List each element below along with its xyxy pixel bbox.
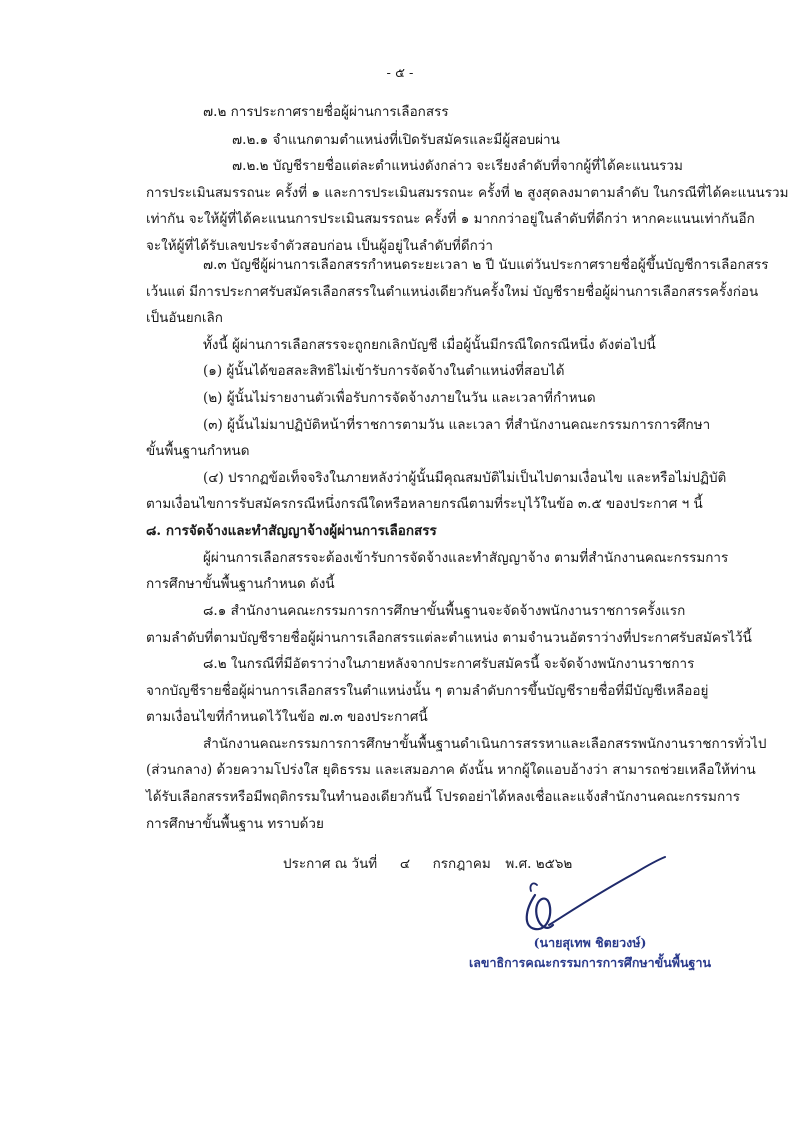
section-7-2-1: ๗.๒.๑ จำแนกตามตำแหน่งที่เปิดรับสมัครและมีผู้สอบผ่าน: [232, 132, 560, 148]
section-8-intro-line-2: การศึกษาขั้นพื้นฐานกำหนด ดังนี้: [146, 576, 335, 592]
section-7-3-line-1: ๗.๓ บัญชีผู้ผ่านการเลือกสรรกำหนดระยะเวลา ๒ ปี นับแต่วันประกาศรายชื่อผู้ขึ้นบัญชีการเลือกสรร: [203, 257, 769, 273]
section-7-2-2-line-4: จะให้ผู้ที่ได้รับเลขประจำตัวสอบก่อน เป็นผู้อยู่ในลำดับที่ดีกว่า: [146, 238, 493, 254]
cancel-item-4-line-2: ตามเงื่อนไขการรับสมัครกรณีหนึ่งกรณีใดหรือหลายกรณีตามที่ระบุไว้ในข้อ ๓.๕ ของประกาศ ฯ นี้: [146, 496, 703, 512]
announce-year: พ.ศ. ๒๕๖๒: [505, 856, 573, 872]
section-8-2-line-1: ๘.๒ ในกรณีที่มีอัตราว่างในภายหลังจากประกาศรับสมัครนี้ จะจัดจ้างพนักงานราชการ: [203, 656, 695, 672]
closing-line-1: สำนักงานคณะกรรมการการศึกษาขั้นพื้นฐานดำเนินการสรรหาและเลือกสรรพนักงานราชการทั่วไป: [203, 736, 767, 752]
announce-prefix: ประกาศ ณ วันที่: [283, 856, 378, 872]
section-8-intro-line-1: ผู้ผ่านการเลือกสรรจะต้องเข้ารับการจัดจ้างและทำสัญญาจ้าง ตามที่สำนักงานคณะกรรมการ: [203, 550, 729, 566]
section-8-1-line-1: ๘.๑ สำนักงานคณะกรรมการการศึกษาขั้นพื้นฐานจะจัดจ้างพนักงานราชการครั้งแรก: [203, 603, 686, 619]
page-number: - ๕ -: [386, 66, 414, 81]
section-8-1-line-2: ตามลำดับที่ตามบัญชีรายชื่อผู้ผ่านการเลือกสรรแต่ละตำแหน่ง ตามจำนวนอัตราว่างที่ประกาศรับสมัครไว้นี้: [146, 630, 752, 646]
cancel-intro: ทั้งนี้ ผู้ผ่านการเลือกสรรจะถูกยกเลิกบัญชี เมื่อผู้นั้นมีกรณีใดกรณีหนึ่ง ดังต่อไปนี้: [203, 337, 656, 353]
cancel-item-3-line-1: (๓) ผู้นั้นไม่มาปฏิบัติหน้าที่ราชการตามวัน และเวลา ที่สำนักงานคณะกรรมการการศึกษา: [203, 417, 711, 433]
section-7-2-2-line-2: การประเมินสมรรถนะ ครั้งที่ ๑ และการประเมินสมรรถนะ ครั้งที่ ๒ สูงสุดลงมาตามลำดับ ในกรณีที่ได้คะแนนรวม: [146, 185, 789, 201]
section-7-2-2-line-1: ๗.๒.๒ บัญชีรายชื่อแต่ละตำแหน่งดังกล่าว จะเรียงลำดับที่จากผู้ที่ได้คะแนนรวม: [232, 158, 683, 174]
signer-title: เลขาธิการคณะกรรมการการศึกษาขั้นพื้นฐาน: [468, 955, 712, 970]
announce-day: ๔: [399, 856, 411, 872]
section-7-3-line-2: เว้นแต่ มีการประกาศรับสมัครเลือกสรรในตำแหน่งเดียวกันครั้งใหม่ บัญชีรายชื่อผู้ผ่านการเลือกสรรครั้งก่อน: [146, 284, 759, 300]
cancel-item-1: (๑) ผู้นั้นได้ขอสละสิทธิไม่เข้ารับการจัดจ้างในตำแหน่งที่สอบได้: [203, 363, 565, 379]
section-8-2-line-3: ตามเงื่อนไขที่กำหนดไว้ในข้อ ๗.๓ ของประกาศนี้: [146, 709, 428, 725]
closing-line-2: (ส่วนกลาง) ด้วยความโปร่งใส ยุติธรรม และเสมอภาค ดังนั้น หากผู้ใดแอบอ้างว่า สามารถช่วยเหลือให้ท่าน: [146, 762, 756, 778]
section-7-2-heading: ๗.๒ การประกาศรายชื่อผู้ผ่านการเลือกสรร: [203, 104, 449, 120]
section-8-2-line-2: จากบัญชีรายชื่อผู้ผ่านการเลือกสรรในตำแหน่งนั้น ๆ ตามลำดับการขึ้นบัญชีรายชื่อที่มีบัญชีเหลืออยู่: [146, 683, 709, 699]
signer-name: (นายสุเทพ ชิตยวงษ์): [533, 935, 647, 950]
cancel-item-4-line-1: (๔) ปรากฏข้อเท็จจริงในภายหลังว่าผู้นั้นมีคุณสมบัติไม่เป็นไปตามเงื่อนไข และหรือไม่ปฏิบัติ: [203, 470, 727, 486]
cancel-item-2: (๒) ผู้นั้นไม่รายงานตัวเพื่อรับการจัดจ้างภายในวัน และเวลาที่กำหนด: [203, 390, 596, 406]
cancel-item-3-line-2: ขั้นพื้นฐานกำหนด: [146, 443, 250, 459]
announce-month: กรกฎาคม: [432, 856, 491, 872]
closing-line-4: การศึกษาขั้นพื้นฐาน ทราบด้วย: [146, 816, 324, 832]
section-8-heading: ๘. การจัดจ้างและทำสัญญาจ้างผู้ผ่านการเลือกสรร: [146, 523, 437, 539]
signature-icon: [505, 855, 685, 945]
section-7-2-2-line-3: เท่ากัน จะให้ผู้ที่ได้คะแนนการประเมินสมรรถนะ ครั้งที่ ๑ มากกว่าอยู่ในลำดับที่ดีกว่า หากคะแนนเท่ากันอีก: [146, 211, 755, 227]
section-7-3-line-3: เป็นอันยกเลิก: [146, 310, 223, 326]
closing-line-3: ได้รับเลือกสรรหรือมีพฤติกรรมในทำนองเดียวกันนี้ โปรดอย่าได้หลงเชื่อและแจ้งสำนักงานคณะกรรมการ: [146, 789, 740, 805]
